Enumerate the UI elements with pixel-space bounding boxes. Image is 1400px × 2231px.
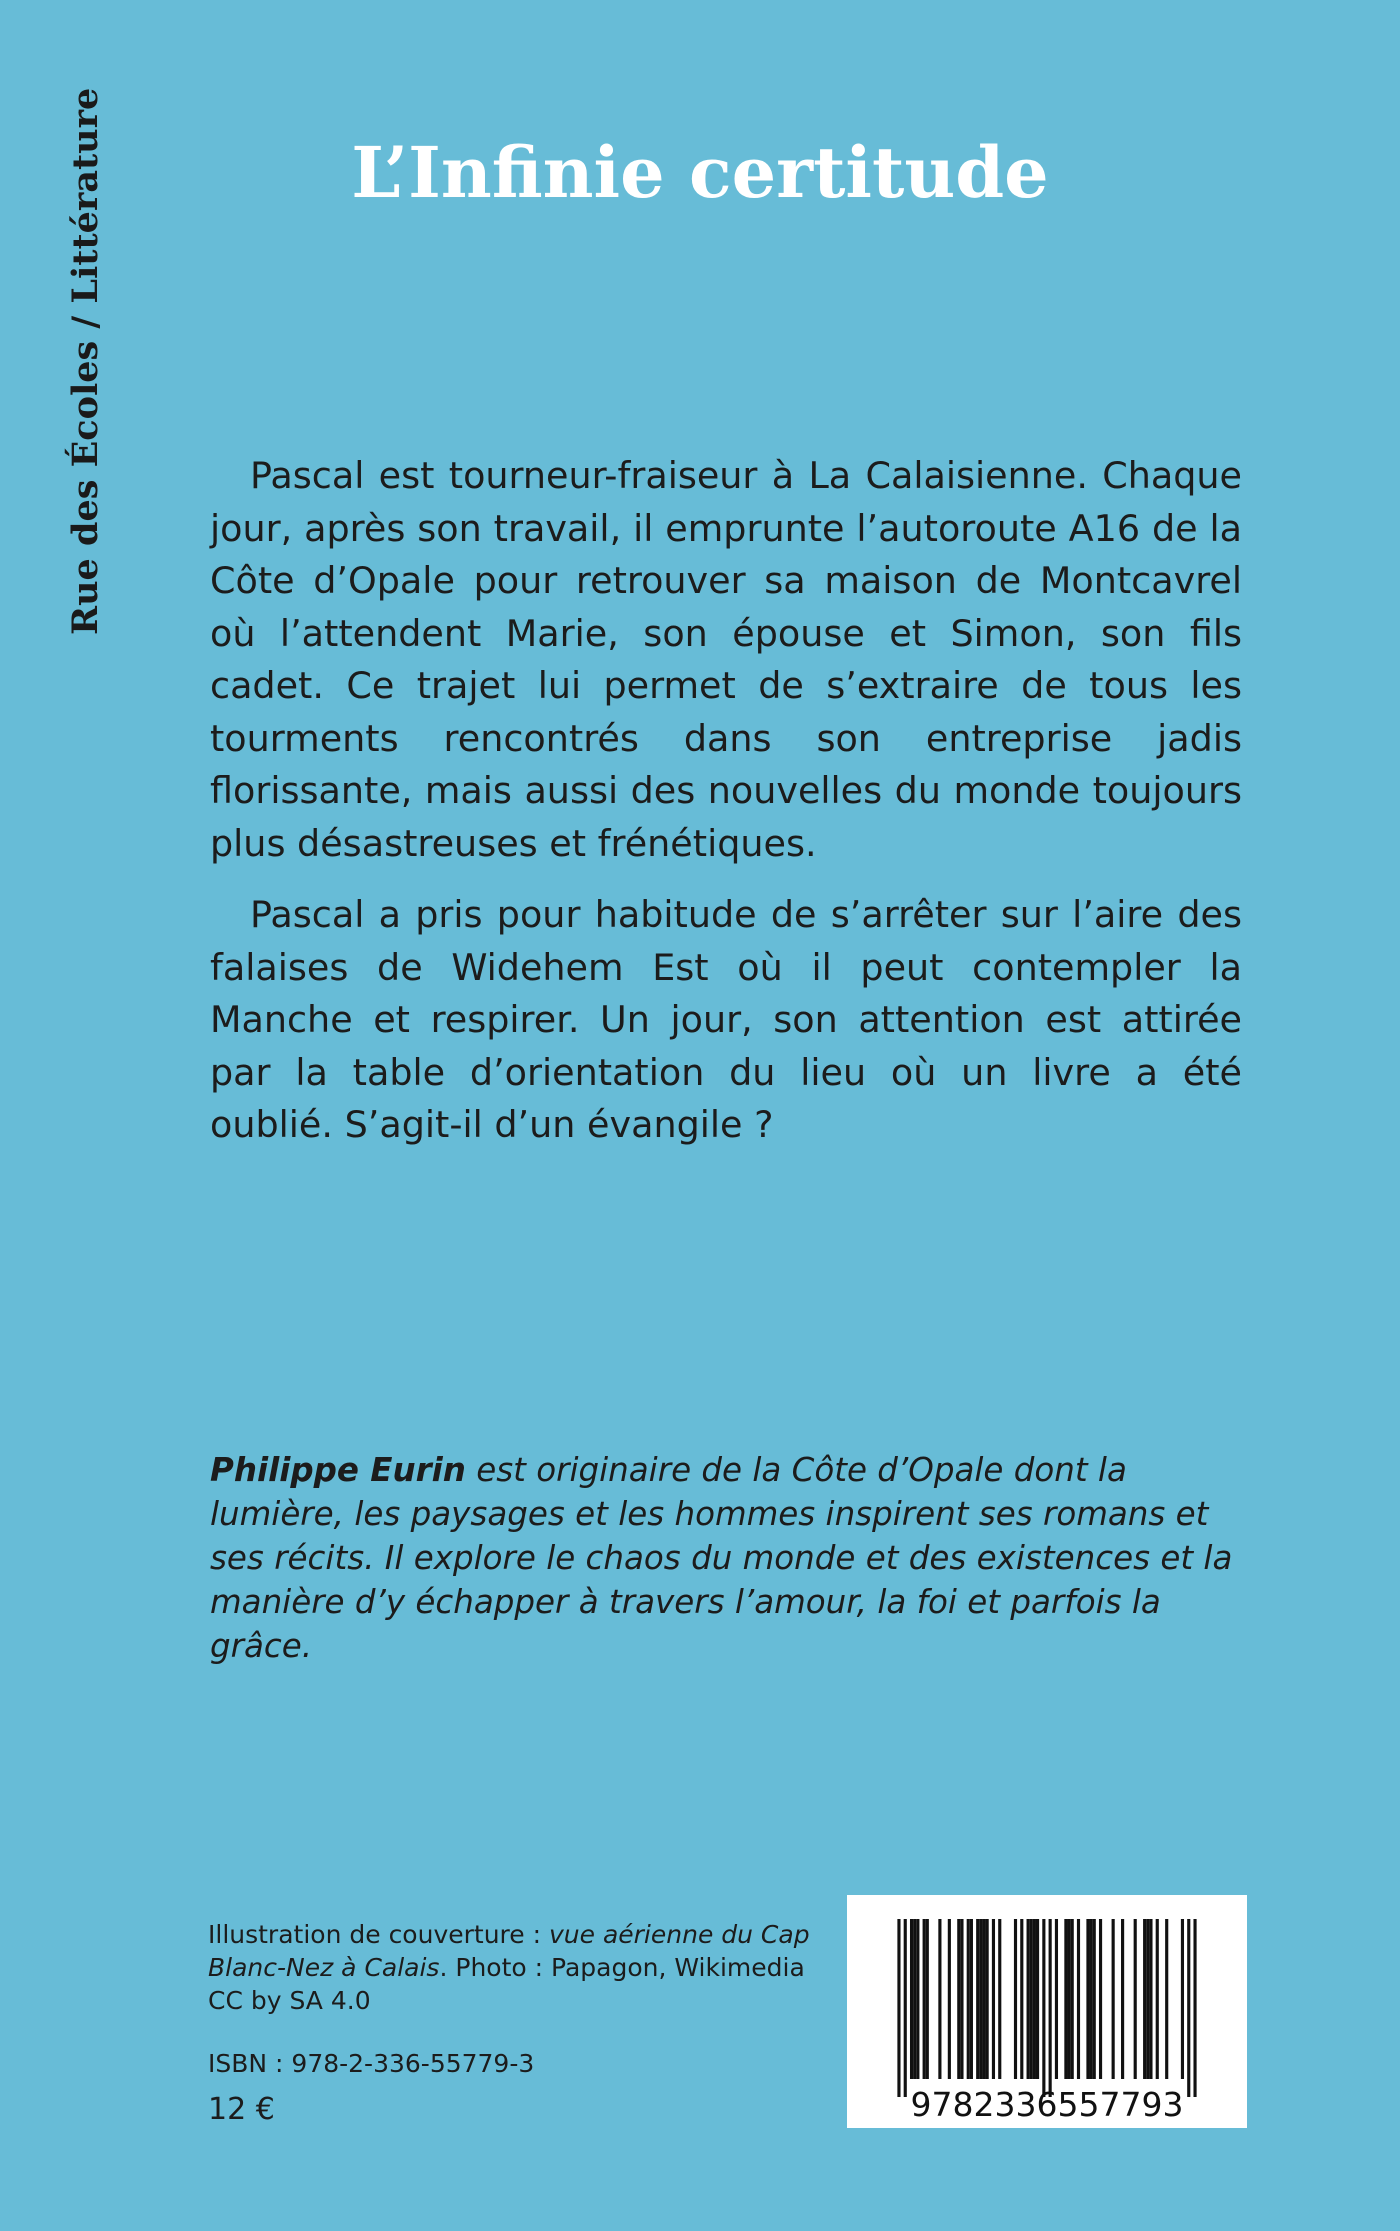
barcode-bar [1033,1919,1036,2079]
series-label: Rue des Écoles / Littérature [65,87,106,635]
barcode-bar [910,1919,913,2079]
synopsis-paragraph: Pascal est tourneur-fraiseur à La Calaisienne. Chaque jour, après son travail, il emprunte l’autoroute A16 de la Côte d’Opale pour retrouver sa maison de Montcavrel où l’attendent Marie, son épouse et Simon, son fils cadet. Ce trajet lui permet de s’extraire de tous les tourments rencontrés dans son entreprise jadis florissante, mais aussi des nouvelles du monde toujours plus désastreuses et frénétiques. [210,454,1242,865]
barcode-bar [1036,1919,1039,2079]
barcode-bar [897,1919,900,2097]
barcode-bar [960,1919,963,2079]
barcode-bar [967,1919,970,2079]
barcode-bar [1086,1919,1089,2079]
barcode-bar [1099,1919,1102,2079]
barcode-bar [1014,1919,1017,2079]
barcode-bar [904,1919,907,2097]
barcode-bar [992,1919,995,2079]
barcode-bar [1134,1919,1137,2079]
barcode-bar [976,1919,979,2079]
credit-suffix: . Photo : Papagon, Wikimedia CC by SA 4.0 [208,1953,805,2015]
barcode-bar [986,1919,989,2079]
barcode-bar [1143,1919,1146,2079]
barcode-bar [1156,1919,1159,2079]
barcode-bars [897,1919,1196,2097]
barcode-bar [1030,1919,1033,2079]
barcode-bar [1020,1919,1023,2079]
barcode-bar [1090,1919,1093,2079]
barcode-bar [1071,1919,1074,2079]
barcode-bar [1112,1919,1115,2079]
synopsis-paragraph: Pascal a pris pour habitude de s’arrêter sur l’aire des falaises de Widehem Est où il peut contempler la Manche et respirer. Un jour, son attention est attirée par la table d’orientation du lieu où un livre a été oublié. S’agit-il d’un évangile ? [210,893,1242,1146]
barcode-bar [1187,1919,1190,2097]
author-name: Philippe Eurin [210,1451,466,1489]
barcode-bar [916,1919,919,2079]
barcode-bar [1067,1919,1070,2079]
barcode [847,1895,1247,2128]
barcode-bar [913,1919,916,2079]
book-title: L’Infinie certitude [351,131,1049,214]
barcode-bar [1146,1919,1149,2079]
barcode-bar [1149,1919,1152,2079]
isbn: ISBN : 978-2-336-55779-3 [208,2049,535,2078]
price: 12 € [208,2092,275,2127]
synopsis [210,450,1242,1171]
barcode-digits: 9782336557793 [910,2085,1184,2124]
barcode-bar [970,1919,973,2079]
barcode-bar [926,1919,929,2079]
barcode-bar [1027,1919,1030,2079]
author-bio-text: est originaire de la Côte d’Opale dont la lumière, les paysages et les hommes inspirent ses romans et ses récits. Il explore le chaos du monde et des existences et la manière d’y échapper à travers l’amour, la foi et parfois la grâce. [210,1451,1233,1665]
barcode-bar [998,1919,1001,2079]
barcode-bar [979,1919,982,2079]
barcode-bar [1121,1919,1124,2079]
barcode-bar [948,1919,951,2079]
barcode-bar [1093,1919,1096,2079]
barcode-bar [1165,1919,1168,2079]
barcode-bar [1055,1919,1058,2079]
barcode-bar [1049,1919,1052,2097]
barcode-bar [957,1919,960,2079]
barcode-bar [1193,1919,1196,2097]
cover-credit [208,1918,828,2017]
author-bio [210,1448,1242,1668]
barcode-bar [982,1919,985,2079]
credit-label: Illustration de couverture : [208,1920,549,1949]
barcode-bar [1042,1919,1045,2097]
barcode-bar [1181,1919,1184,2079]
barcode-bar [1064,1919,1067,2079]
credit-title: vue aérienne du Cap Blanc-Nez à Calais [208,1920,810,1982]
barcode-bar [938,1919,941,2079]
barcode-bar [1077,1919,1080,2079]
barcode-bar [923,1919,926,2079]
barcode-graphic [847,1895,1247,2128]
